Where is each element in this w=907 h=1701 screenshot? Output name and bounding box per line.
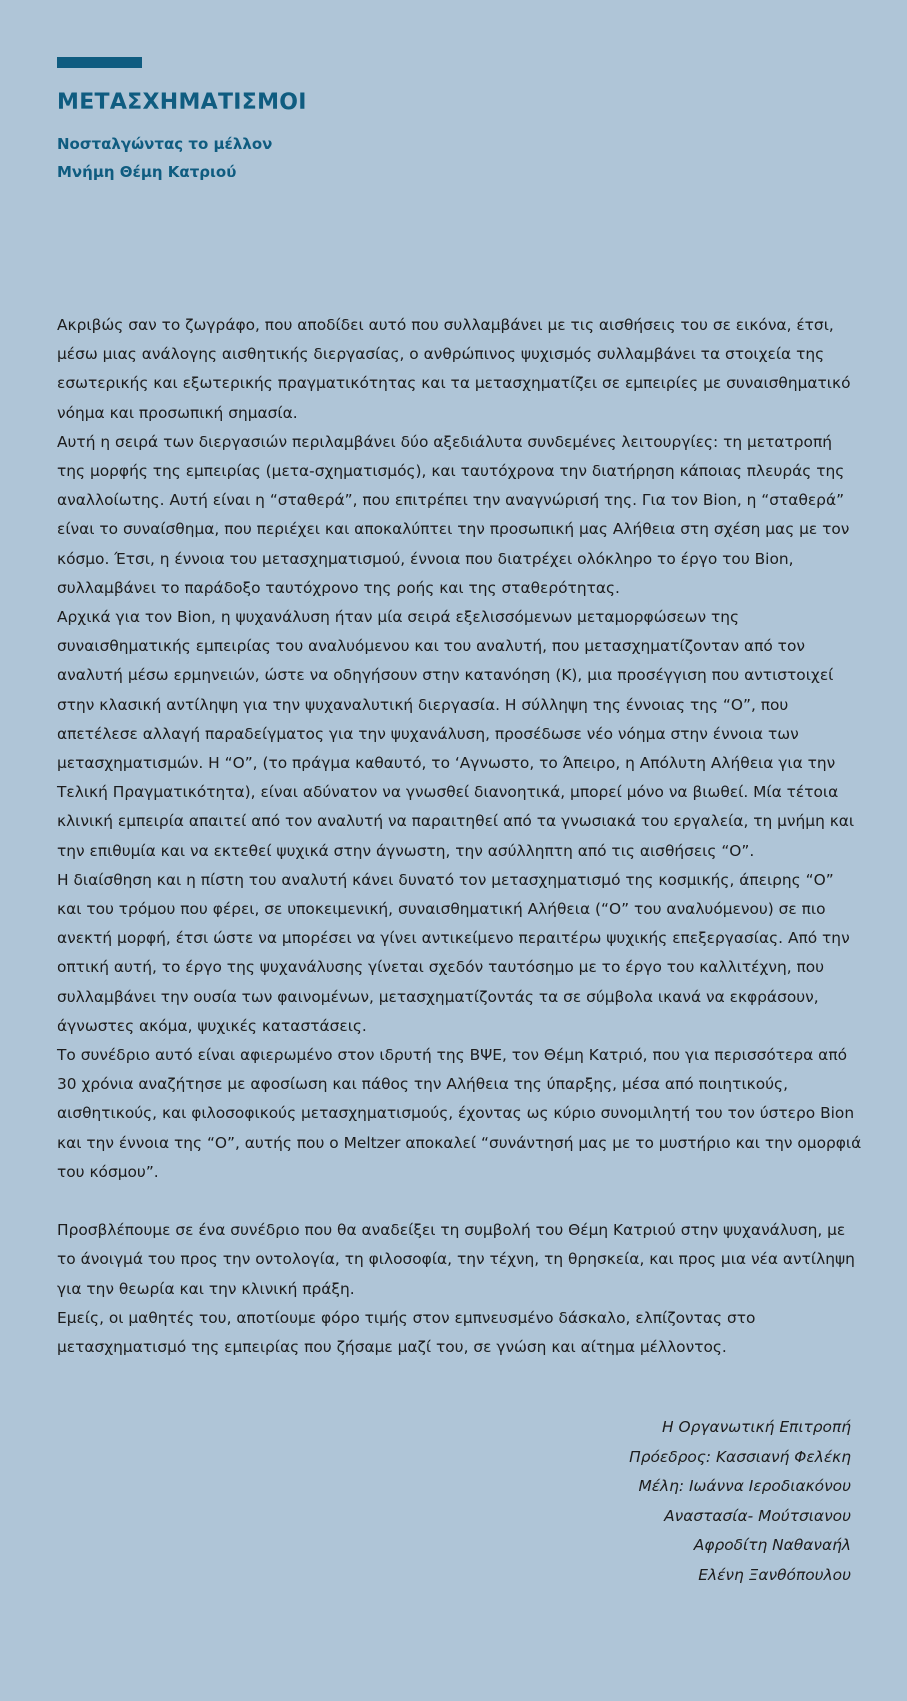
paragraph: Η διαίσθηση και η πίστη του αναλυτή κάνει δυνατό τον μετασχηματισμό της κοσμικής, άπειρης “Ο” και του τρόμου που φέρει, σε υποκειμενική, συναισθηματική Αλήθεια (“Ο” του αναλυόμενου) σε πιο ανεκτή μορφή, έτσι ώστε να μπορέσει να γίνει αντικείμενο περαιτέρω ψυχικής επεξεργασίας. Από την οπτική αυτή, το έργο της ψυχανάλυσης γίνεται σχεδόν ταυτόσημο με το έργο του καλλιτέχνη, που συλλαμβάνει την ουσία των φαινομένων, μετασχηματίζοντάς τα σε σύμβολα ικανά να εκφράσουν, άγνωστες ακόμα, ψυχικές καταστάσεις. [57, 870, 850, 1035]
memorial-subtitle: Μνήμη Θέμη Κατριού [57, 163, 237, 181]
paragraph: Προσβλέπουμε σε ένα συνέδριο που θα αναδείξει τη συμβολή του Θέμη Κατριού στην ψυχανάλυση, με το άνοιγμά του προς την οντολογία, τη φιλοσοφία, την τέχνη, τη θρησκεία, και προς μια νέα αντίληψη για την θεωρία και την κλινική πράξη. [57, 1221, 855, 1298]
signature-member: Ελένη Ξανθόπουλου [698, 1565, 851, 1584]
page-title: ΜΕΤΑΣΧΗΜΑΤΙΣΜΟΙ [57, 90, 307, 115]
paragraph: Αρχικά για τον Bion, η ψυχανάλυση ήταν μία σειρά εξελισσόμενων μεταμορφώσεων της συναισθηματικής εμπειρίας του αναλυόμενου και του αναλυτή, που μετασχηματίζονταν από τον αναλυτή μέσω ερμηνειών, ώστε να οδηγήσουν στην κατανόηση (Κ), μια προσέγγιση που αντιστοιχεί στην κλασική αντίληψη για την ψυχαναλυτική διεργασία. Η σύλληψη της έννοιας της “Ο”, που απετέλεσε αλλαγή παραδείγματος για την ψυχανάλυση, προσέδωσε νέο νόημα στην έννοια των μετασχηματισμών. Η “Ο”, (το πράγμα καθαυτό, το ‘Αγνωστο, το Άπειρο, η Απόλυτη Αλήθεια για την Τελική Πραγματικότητα), είναι αδύνατον να γνωσθεί διανοητικά, μπορεί μόνο να βιωθεί. Μία τέτοια κλινική εμπειρία απαιτεί από τον αναλυτή να παραιτηθεί από τα γνωσιακά του εργαλεία, τη μνήμη και την επιθυμία και να εκτεθεί ψυχικά στην άγνωστη, την ασύλληπτη από τις αισθήσεις “Ο”. [57, 608, 855, 860]
document-header [57, 86, 857, 186]
accent-bar [57, 57, 142, 68]
signature-member: Αναστασία- Μούτσιανου [664, 1506, 851, 1525]
signature-block [629, 1413, 851, 1591]
paragraph: Ακριβώς σαν το ζωγράφο, που αποδίδει αυτό που συλλαμβάνει με τις αισθήσεις του σε εικόνα, έτσι, μέσω μιας ανάλογης αισθητικής διεργασίας, ο ανθρώπινος ψυχισμός συλλαμβάνει τα στοιχεία της εσωτερικής και εξωτερικής πραγματικότητας και τα μετασχηματίζει σε εμπειρίες με συναισθηματικό νόημα και προσωπική σημασία. [57, 316, 851, 422]
signature-president: Πρόεδρος: Κασσιανή Φελέκη [629, 1447, 851, 1466]
signature-member: Αφροδίτη Ναθαναήλ [693, 1536, 851, 1555]
signature-member: Μέλη: Ιωάννα Ιεροδιακόνου [638, 1477, 851, 1496]
signature-committee: Η Οργανωτική Επιτροπή [662, 1418, 851, 1436]
body-text [57, 311, 862, 1362]
page-subtitle: Νοσταλγώντας το μέλλον [57, 135, 273, 153]
paragraph: Αυτή η σειρά των διεργασιών περιλαμβάνει δύο αξεδιάλυτα συνδεμένες λειτουργίες: τη μετατροπή της μορφής της εμπειρίας (μετα-σχηματισμός), και ταυτόχρονα την διατήρηση κάποιας πλευράς της αναλλοίωτης. Αυτή είναι η “σταθερά”, που επιτρέπει την αναγνώρισή της. Για τον Bion, η “σταθερά” είναι το συναίσθημα, που περιέχει και αποκαλύπτει την προσωπική μας Αλήθεια στη σχέση μας με τον κόσμο. Έτσι, η έννοια του μετασχηματισμού, έννοια που διατρέχει ολόκληρο το έργο του Bion, συλλαμβάνει το παράδοξο ταυτόχρονο της ροής και της σταθερότητας. [57, 432, 850, 597]
paragraph: Το συνέδριο αυτό είναι αφιερωμένο στον ιδρυτή της ΒΨΕ, τον Θέμη Κατριό, που για περισσότερα από 30 χρόνια αναζήτησε με αφοσίωση και πάθος την Αλήθεια της ύπαρξης, μέσα από ποιητικούς, αισθητικούς, και φιλοσοφικούς μετασχηματισμούς, έχοντας ως κύριο συνομιλητή του τον ύστερο Bion και την έννοια της “Ο”, αυτής που ο Meltzer αποκαλεί “συνάντησή μας με το μυστήριο και την ομορφιά του κόσμου”. [57, 1046, 862, 1181]
paragraph: Εμείς, οι μαθητές του, αποτίουμε φόρο τιμής στον εμπνευσμένο δάσκαλο, ελπίζοντας στο μετασχηματισμό της εμπειρίας που ζήσαμε μαζί του, σε γνώση και αίτημα μέλλοντος. [57, 1308, 756, 1357]
